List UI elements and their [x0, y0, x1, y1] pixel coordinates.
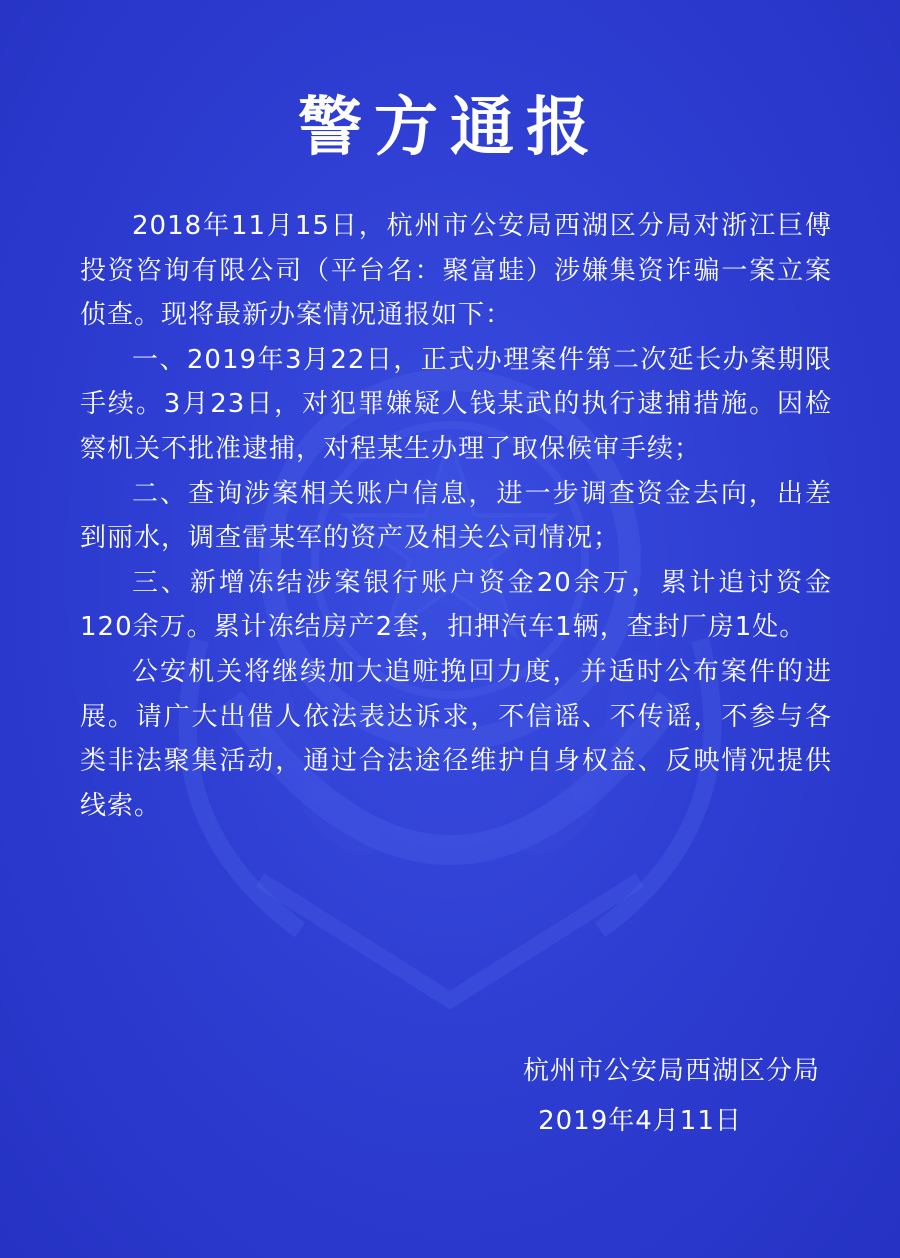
paragraph-item-3: 三、新增冻结涉案银行账户资金20余万，累计追讨资金120余万。累计冻结房产2套，扣押汽车1辆，查封厂房1处。	[80, 567, 832, 643]
notice-title: 警方通报	[298, 91, 602, 165]
paragraph-closing: 公安机关将继续加大追赃挽回力度，并适时公布案件的进展。请广大出借人依法表达诉求，不信谣、不传谣，不参与各类非法聚集活动，通过合法途径维护自身权益、反映情况提供线索。	[80, 656, 832, 821]
signature-date: 2019年4月11日	[538, 1106, 742, 1136]
paragraph-item-2: 二、查询涉案相关账户信息，进一步调查资金去向，出差到丽水，调查雷某军的资产及相关公司情况；	[80, 478, 832, 554]
paragraph-item-1: 一、2019年3月22日，正式办理案件第二次延长办案期限手续。3月23日，对犯罪嫌疑人钱某武的执行逮捕措施。因检察机关不批准逮捕，对程某生办理了取保候审手续；	[80, 344, 832, 464]
notice-body	[80, 204, 832, 828]
paragraph-intro: 2018年11月15日，杭州市公安局西湖区分局对浙江巨傅投资咨询有限公司（平台名：聚富蛙）涉嫌集资诈骗一案立案侦查。现将最新办案情况通报如下：	[80, 211, 832, 331]
signature-organization: 杭州市公安局西湖区分局	[522, 1056, 820, 1086]
signature-block	[440, 1046, 820, 1146]
